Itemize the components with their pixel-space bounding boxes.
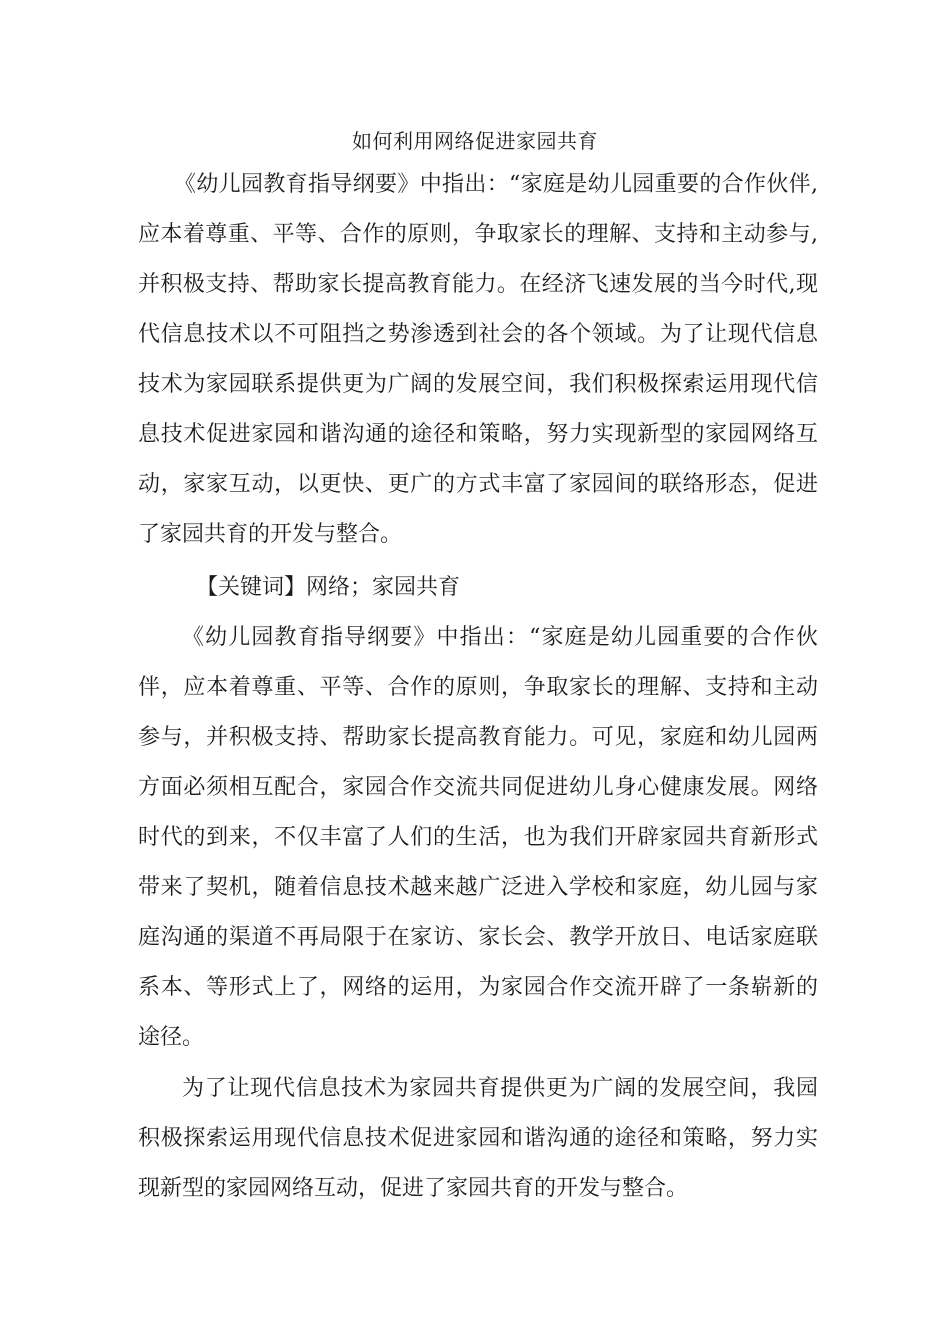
body-paragraph-2: 为了让现代信息技术为家园共育提供更为广阔的发展空间，我园积极探索运用现代信息技术促进家园和谐沟通的途径和策略，努力实现新型的家园网络互动，促进了家园共育的开发与整合。	[138, 1076, 818, 1201]
document-title: 如何利用网络促进家园共育	[352, 129, 598, 153]
body-paragraph-1: 《幼儿园教育指导纲要》中指出：“家庭是幼儿园重要的合作伙伴，应本着尊重、平等、合作的原则，争取家长的理解、支持和主动参与，并积极支持、帮助家长提高教育能力。可见，家庭和幼儿园两方面必须相互配合，家园合作交流共同促进幼儿身心健康发展。网络时代的到来，不仅丰富了人们的生活，也为我们开辟家园共育新形式带来了契机，随着信息技术越来越广泛进入学校和家庭，幼儿园与家庭沟通的渠道不再局限于在家访、家长会、教学开放日、电话家庭联系本、等形式上了，网络的运用，为家园合作交流开辟了一条崭新的途径。	[138, 625, 818, 1050]
keywords-paragraph: 【关键词】网络；家园共育	[196, 575, 461, 600]
abstract-paragraph: 《幼儿园教育指导纲要》中指出：“家庭是幼儿园重要的合作伙伴,应本着尊重、平等、合作的原则，争取家长的理解、支持和主动参与,并积极支持、帮助家长提高教育能力。在经济飞速发展的当今时代,现代信息技术以不可阻挡之势渗透到社会的各个领域。为了让现代信息技术为家园联系提供更为广阔的发展空间，我们积极探索运用现代信息技术促进家园和谐沟通的途径和策略，努力实现新型的家园网络互动，家家互动，以更快、更广的方式丰富了家园间的联络形态，促进了家园共育的开发与整合。	[138, 172, 818, 547]
